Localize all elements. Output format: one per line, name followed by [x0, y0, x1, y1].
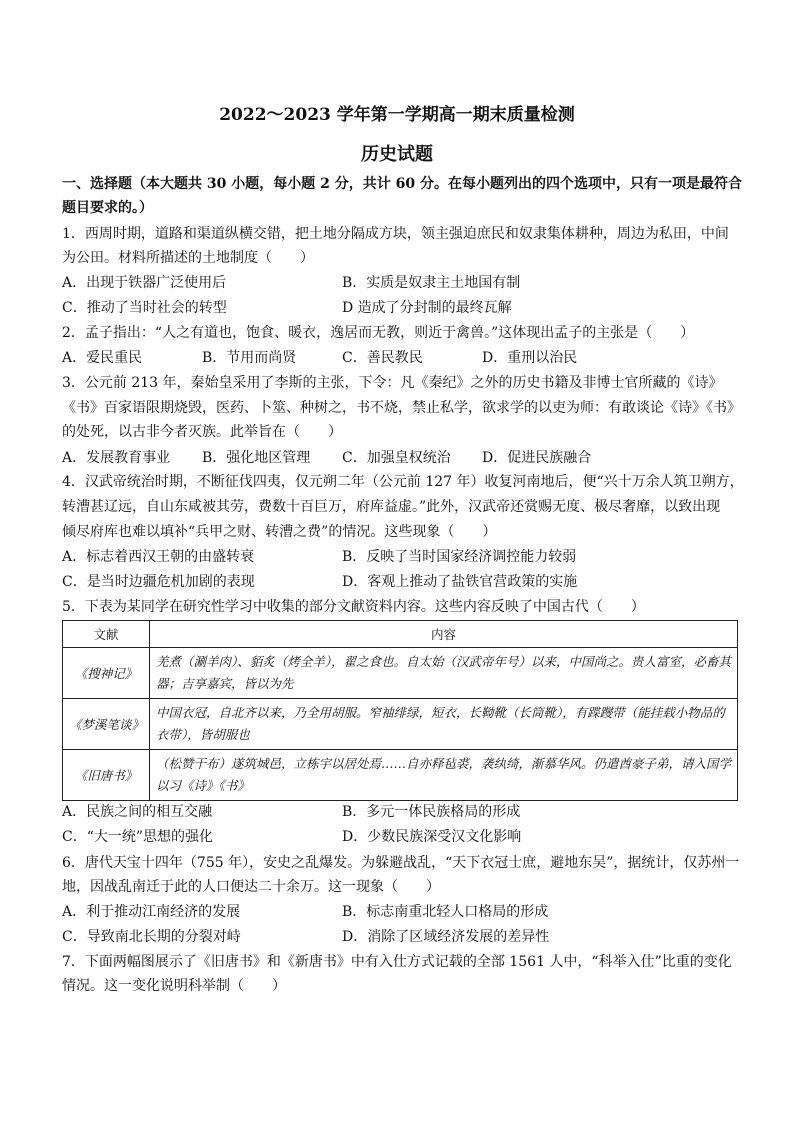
q6-option-a: A．利于推动江南经济的发展	[62, 904, 241, 920]
q2-option-c: C．善民教民	[342, 350, 423, 366]
q4-option-d: D．客观上推动了盐铁官营政策的实施	[342, 574, 578, 590]
q2-option-d: D．重刑以治民	[482, 350, 578, 366]
q2-option-b: B．节用而尚贤	[202, 350, 297, 366]
q1-option-a: A．出现于铁器广泛使用后	[62, 275, 227, 291]
section-instructions-line1: 一、选择题（本大题共 30 小题，每小题 2 分，共计 60 分。在每小题列出的四个选项中，只有一项是最符合	[62, 176, 742, 192]
q3-stem-line1: 3．公元前 213 年，秦始皇采用了李斯的主张，下令：凡《秦纪》之外的历史书籍及非博士官所藏的《诗》	[62, 375, 723, 391]
q3-option-c: C．加强皇权统治	[342, 450, 451, 466]
q5-stem-line1: 5．下表为某同学在研究性学习中收集的部分文献资料内容。这些内容反映了中国古代（ ）	[62, 599, 645, 615]
q6-option-b: B．标志南重北轻人口格局的形成	[342, 904, 549, 920]
q5-option-b: B．多元一体民族格局的形成	[342, 804, 521, 820]
q6-option-c: C．导致南北长期的分裂对峙	[62, 929, 241, 945]
table-cell-content: 中国衣冠，自北齐以来，乃全用胡服。窄袖绯绿，短衣，长靿靴（长筒靴），有蹀躞带（能挂载小物品的衣带），皆胡服也	[150, 699, 738, 750]
q5-option-d: D．少数民族深受汉文化影响	[342, 829, 522, 845]
section-instructions-line2: 题目要求的。）	[62, 200, 153, 216]
q1-option-d: D 造成了分封制的最终瓦解	[342, 300, 512, 316]
q3-option-d: D．促进民族融合	[482, 450, 592, 466]
q6-stem-line1: 6．唐代天宝十四年（755 年），安史之乱爆发。为躲避战乱，“天下衣冠士庶，避地东吴”，据统计，仅苏州一	[62, 855, 740, 871]
q4-stem-line3: 倾尽府库也难以填补“兵甲之财、转漕之费”的情况。这些现象（ ）	[62, 524, 497, 540]
table-cell-content: 羌煮（涮羊肉）、貊炙（烤全羊），翟之食也。自太始（汉武帝年号）以来，中国尚之。贵人富室，必畜其器；吉享嘉宾，皆以为先	[150, 648, 738, 699]
exam-subtitle: 历史试题	[361, 144, 433, 165]
q1-stem-line2: 为公田。材料所描述的土地制度（ ）	[62, 250, 314, 266]
table-header-row	[63, 621, 738, 648]
q4-option-a: A．标志着西汉王朝的由盛转衰	[62, 549, 255, 565]
q4-option-c: C．是当时边疆危机加剧的表现	[62, 574, 255, 590]
q3-stem-line2: 《书》百家语限期烧毁，医药、卜筮、种树之，书不烧，禁止私学，欲求学的以吏为师：有敢谈论《诗》《书》	[62, 400, 741, 416]
q5-option-c: C．“大一统”思想的强化	[62, 829, 214, 845]
q3-option-a: A．发展教育事业	[62, 450, 171, 466]
table-row	[63, 750, 738, 801]
table-cell-source: 《梦溪笔谈》	[63, 699, 150, 750]
table-cell-source: 《搜神记》	[63, 648, 150, 699]
table-header-source: 文献	[63, 621, 150, 648]
q4-stem-line2: 转漕甚辽远，自山东咸被其劳，费数十百巨万，府库益虚。”此外，汉武帝还赏赐无度、极尽奢靡，以致出现	[62, 499, 721, 515]
table-cell-source: 《旧唐书》	[63, 750, 150, 801]
table-cell-content: （松赞干布）遂筑城邑，立栋宇以居处焉……自亦释毡裘，袭纨绮，渐慕华风。仍遣酋豪子弟，请入国学以习《诗》《书》	[150, 750, 738, 801]
q1-stem-line1: 1．西周时期，道路和渠道纵横交错，把土地分隔成方块，领主强迫庶民和奴隶集体耕种，周边为私田，中间	[62, 226, 729, 242]
table-row	[63, 699, 738, 750]
q2-option-a: A．爱民重民	[62, 350, 143, 366]
q7-stem-line2: 情况。这一变化说明科举制（ ）	[62, 978, 286, 994]
q7-stem-line1: 7．下面两幅图展示了《旧唐书》和《新唐书》中有入仕方式记载的全部 1561 人中，“科举入仕”比重的变化	[62, 954, 732, 970]
table-row	[63, 648, 738, 699]
exam-title: 2022～2023 学年第一学期高一期末质量检测	[219, 105, 575, 125]
q4-stem-line1: 4．汉武帝统治时期，不断征伐四夷，仅元朔二年（公元前 127 年）收复河南地后，便“兴十万余人筑卫朔方，	[62, 474, 744, 490]
q2-stem-line1: 2．孟子指出：“人之有道也，饱食、暖衣，逸居而无教，则近于禽兽。”这体现出孟子的主张是（ ）	[62, 325, 695, 341]
table-header-content: 内容	[150, 621, 738, 648]
q3-stem-line3: 的处死，以古非今者灭族。此举旨在（ ）	[62, 424, 342, 440]
q6-stem-line2: 地，因战乱南迁于此的人口便达二十余万。这一现象（ ）	[62, 879, 440, 895]
q5-option-a: A．民族之间的相互交融	[62, 804, 213, 820]
q1-option-c: C．推动了当时社会的转型	[62, 300, 227, 316]
q1-option-b: B．实质是奴隶主土地国有制	[342, 275, 521, 291]
q5-documents-table	[62, 620, 738, 801]
q4-option-b: B．反映了当时国家经济调控能力较弱	[342, 549, 577, 565]
q6-option-d: D．消除了区域经济发展的差异性	[342, 929, 550, 945]
q3-option-b: B．强化地区管理	[202, 450, 311, 466]
